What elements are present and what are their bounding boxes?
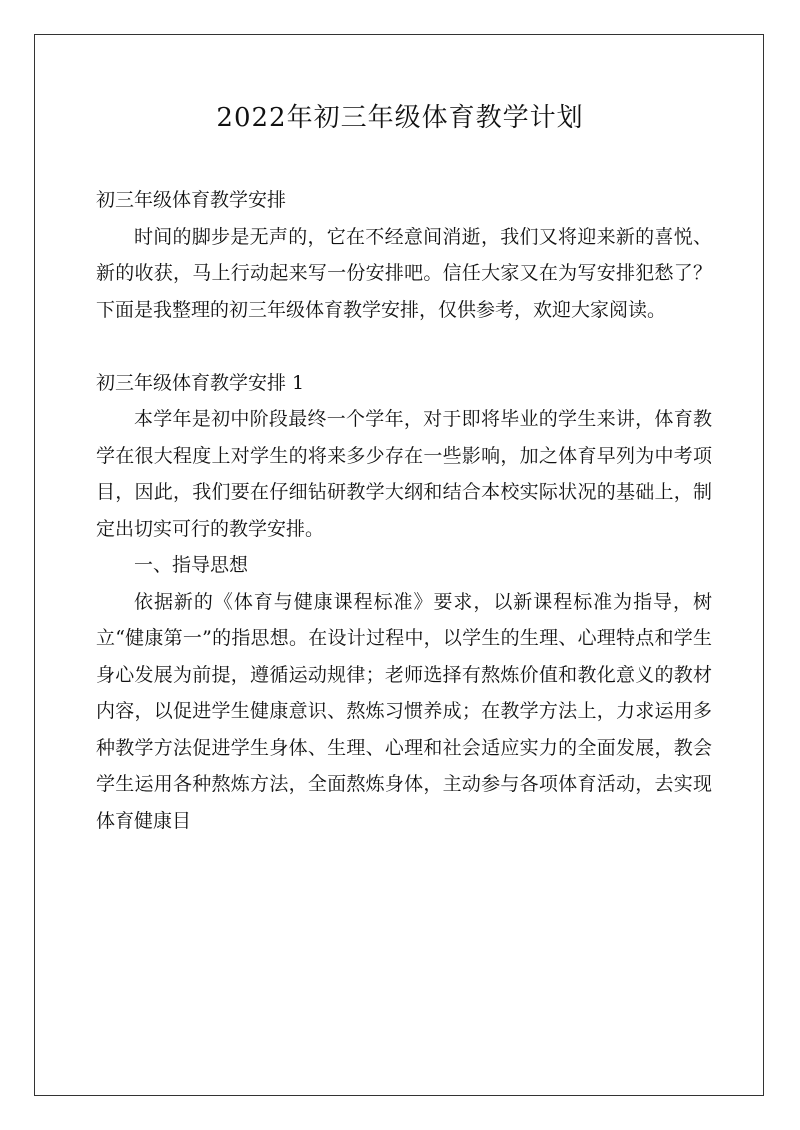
document-title: 2022年初三年级体育教学计划 [216,103,584,133]
section-heading: 初三年级体育教学安排 [96,189,287,211]
guiding-thought-heading: 一、指导思想 [134,554,249,576]
body-paragraph-2: 依据新的《体育与健康课程标准》要求，以新课程标准为指导，树立“健康第一”的指思想。在设计过程中，以学生的生理、心理特点和学生身心发展为前提，遵循运动规律；老师选择有熬炼价值和教化意义的教材内容，以促进学生健康意识、熬炼习惯养成；在教学方法上，力求运用多种教学方法促进学生身体、生理、心理和社会适应实力的全面发展，教会学生运用各种熬炼方法，全面熬炼身体，主动参与各项体育活动，去实现体育健康目 [96,590,712,832]
paragraph-spacer [96,328,712,365]
intro-paragraph: 时间的脚步是无声的，它在不经意间消逝，我们又将迎来新的喜悦、新的收获，马上行动起来写一份安排吧。信任大家又在为写安排犯愁了？下面是我整理的初三年级体育教学安排，仅供参考，欢迎大家阅读。 [96,225,712,321]
document-body [96,182,712,839]
subheading-plan-1: 初三年级体育教学安排 1 [96,371,305,394]
body-paragraph-1: 本学年是初中阶段最终一个学年，对于即将毕业的学生来讲，体育教学在很大程度上对学生的将来多少存在一些影响，加之体育早列为中考项目，因此，我们要在仔细钻研教学大纲和结合本校实际状况的基础上，制定出切实可行的教学安排。 [96,408,712,540]
